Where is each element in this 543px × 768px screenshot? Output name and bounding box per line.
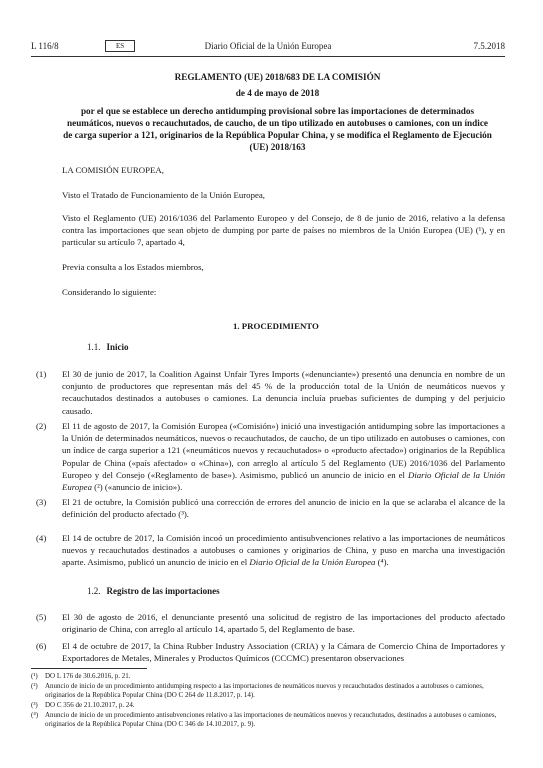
page-header — [31, 41, 505, 55]
recital-text: El 30 de agosto de 2016, el denunciante presentó una solicitud de registro de las importaciones del producto afectado originario de China, con arreglo al artículo 14, apartado 5, del Reglamento de base. — [62, 612, 505, 635]
regulation-number: REGLAMENTO (UE) 2018/683 DE LA COMISIÓN — [174, 72, 381, 82]
subsection-heading-1 — [87, 342, 129, 352]
recital — [36, 532, 505, 569]
preamble-commission: LA COMISIÓN EUROPEA, — [62, 165, 164, 175]
recital — [36, 640, 505, 664]
recital — [36, 420, 505, 493]
recital-text: El 11 de agosto de 2017, la Comisión Europea («Comisión») inició una investigación antidumping sobre las importaciones a la Unión de determinados neumáticos, nuevos o recauchutados, de caucho, de un tipo utilizado en autobuses o camiones, con un índice de carga superior a 121 («neumáticos nuevos y recauchutados» o «producto afectado») originarios de la República Popular de China («país afectado» o «China»), con arreglo al artículo 5 del Reglamento (UE) 2016/1036 del Parlamento Europeo y del Consejo («Reglamento de base»). Asimismo, publicó un anuncio de inicio en el Diario Oficial de la Unión Europea (²) («anuncio de inicio»). — [62, 421, 506, 493]
journal-reference: Diario Oficial de la Unión Europea — [62, 469, 506, 493]
footnote-text: Anuncio de inicio de un procedimiento antidumping respecto a las importaciones de neumáticos nuevos y recauchutados destinados a autobuses o camiones, originarios de la República Popular China (DO C 264 de 11.8.2017, p. 14). — [45, 682, 484, 699]
footnote — [31, 701, 505, 710]
subsection-title: Registro de las importaciones — [106, 586, 220, 596]
recital — [36, 368, 505, 417]
footnote — [31, 672, 505, 681]
footnote-mark: (³) — [31, 701, 38, 709]
journal-reference: Diario Oficial de la Unión Europea — [249, 557, 376, 568]
recital-text: El 14 de octubre de 2017, la Comisión incoó un procedimiento antisubvenciones relativo a las importaciones de neumáticos nuevos y recauchutados destinados a autobuses o camiones y originarios de China, y puso en marcha una investigación aparte. Asimismo, publicó un anuncio de inicio en el Diario Oficial de la Unión Europea (⁴). — [62, 533, 505, 568]
preamble-treaty: Visto el Tratado de Funcionamiento de la Unión Europea, — [62, 190, 265, 200]
footnote-text: DO C 356 de 21.10.2017, p. 24. — [45, 701, 135, 709]
recital-number: (5) — [36, 612, 47, 622]
footnote — [31, 711, 505, 729]
footnote — [31, 682, 505, 700]
preamble-considering: Considerando lo siguiente: — [62, 287, 157, 297]
regulation-description: por el que se establece un derecho antidumping provisional sobre las importaciones de determinados neumáticos, nuevos o recauchutados, de caucho, de un tipo utilizado en autobuses o camiones, con un índice de carga superior a 121, originarios de la República Popular China, y se modifica el Reglamento de Ejecución (UE) 2018/163 — [63, 106, 492, 152]
footnote-text: DO L 176 de 30.6.2016, p. 21. — [45, 672, 131, 680]
section-heading: 1. PROCEDIMIENTO — [233, 321, 319, 331]
recital-number: (4) — [36, 533, 47, 543]
recital-number: (3) — [36, 497, 47, 507]
subsection-title: Inicio — [106, 342, 129, 352]
document-title — [62, 70, 493, 153]
recital-number: (1) — [36, 369, 47, 379]
footnote-mark: (²) — [31, 682, 38, 690]
recital-text: El 21 de octubre, la Comisión publicó una corrección de errores del anuncio de inicio en la que se aclaraba el alcance de la definición del producto afectado (³). — [62, 497, 505, 520]
footnote-text: Anuncio de inicio de un procedimiento antisubvenciones relativo a las importaciones de neumáticos nuevos y recauchutados, destinados a autobuses o camiones, originarios de la República Popular China (DO C 346 de 14.10.2017, p. 9). — [45, 711, 497, 728]
preamble-consultation: Previa consulta a los Estados miembros, — [62, 262, 204, 272]
header-divider — [31, 56, 505, 57]
preamble-regulation: Visto el Reglamento (UE) 2016/1036 del Parlamento Europeo y del Consejo, de 8 de junio de 2016, relativo a la defensa contra las importaciones que sean objeto de dumping por parte de países no miembros de la Unión Europea (UE) (¹), y en particular su artículo 7, apartado 4, — [62, 213, 505, 248]
subsection-number: 1.2. — [87, 586, 101, 596]
recital — [36, 496, 505, 520]
recital-number: (6) — [36, 641, 47, 651]
journal-title: Diario Oficial de la Unión Europea — [204, 41, 332, 51]
subsection-number: 1.1. — [87, 342, 101, 352]
footnote-mark: (¹) — [31, 672, 38, 680]
recital-text: El 30 de junio de 2017, la Coalition Against Unfair Tyres Imports («denunciante») presentó una denuncia en nombre de un conjunto de productores que representan más del 45 % de la producción total de la Unión de neumáticos nuevos y recauchutados destinados a autobuses o camiones. La denuncia incluía pruebas suficientes de dumping y del perjuicio causado. — [62, 369, 505, 416]
footnote-mark: (⁴) — [31, 711, 39, 719]
subsection-heading-2 — [87, 586, 220, 596]
regulation-date: de 4 de mayo de 2018 — [235, 88, 320, 98]
language-badge: ES — [105, 40, 135, 52]
recital — [36, 611, 505, 635]
recital-text: El 4 de octubre de 2017, la China Rubber Industry Association (CRIA) y la Cámara de Comercio China de Importadores y Exportadores de Metales, Minerales y Productos Químicos (CCCMC) presentaron observaciones — [62, 641, 505, 664]
publication-date: 7.5.2018 — [473, 41, 505, 51]
footnote-divider — [31, 668, 147, 669]
recital-number: (2) — [36, 421, 47, 431]
page-reference: L 116/8 — [31, 41, 59, 51]
